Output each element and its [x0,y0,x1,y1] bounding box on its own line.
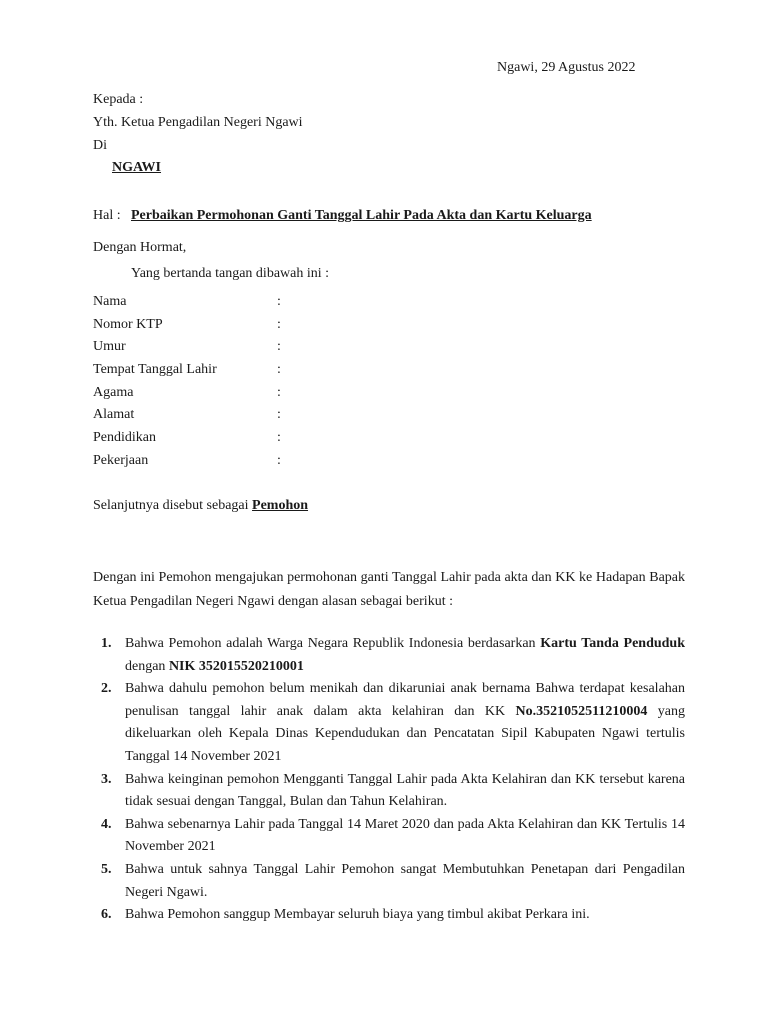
subject-text: Perbaikan Permohonan Ganti Tanggal Lahir Pada Akta dan Kartu Keluarga [131,208,592,223]
field-row-alamat [93,407,393,430]
reason-text-part: Bahwa untuk sahnya Tanggal Lahir Pemohon sangat Membutuhkan Penetapan dari Pengadilan Negeri Ngawi. [125,861,685,900]
place-date: Ngawi, 29 Agustus 2022 [497,60,636,75]
reason-text-part: Bahwa Pemohon sanggup Membayar seluruh biaya yang timbul akibat Perkara ini. [125,907,590,923]
field-label: Alamat [93,407,135,423]
field-row-nama [93,294,393,317]
recipient-city: NGAWI [112,160,162,175]
referred-line [93,498,308,514]
reason-text [125,904,685,927]
reason-text [125,633,685,678]
field-row-nomor-ktp [93,317,393,340]
field-label: Agama [93,384,134,400]
subject-label: Hal : [93,208,121,223]
field-row-umur [93,339,393,362]
referred-prefix: Selanjutnya disebut sebagai [93,498,253,513]
reason-item [93,633,685,678]
reason-number: 4. [101,816,112,832]
applicant-fields [93,294,393,476]
field-colon: : [277,452,281,468]
field-colon: : [277,316,281,332]
field-row-pekerjaan [93,453,393,476]
reason-number: 1. [101,636,112,651]
reasons-list [93,633,685,927]
greeting: Dengan Hormat, [93,240,187,255]
reason-text-part: Bahwa Pemohon adalah Warga Negara Republik Indonesia berdasarkan [125,636,541,651]
field-colon: : [277,294,281,309]
reason-number: 3. [101,771,112,787]
reason-item [93,678,685,768]
field-label: Nomor KTP [93,316,163,332]
field-colon: : [277,362,281,378]
field-colon: : [277,430,281,446]
reason-text-part: Bahwa keinginan pemohon Mengganti Tanggal Lahir pada Akta Kelahiran dan KK tersebut karena tidak sesuai dengan Tanggal, Bulan dan Tahun Kelahiran. [125,771,685,810]
recipient: Yth. Ketua Pengadilan Negeri Ngawi [93,115,303,130]
reason-number: 2. [101,681,112,697]
body-paragraph: Dengan ini Pemohon mengajukan permohonan ganti Tanggal Lahir pada akta dan KK ke Hadapan Bapak Ketua Pengadilan Negeri Ngawi dengan alasan sebagai berikut : [93,570,685,609]
intro-line: Yang bertanda tangan dibawah ini : [131,266,330,281]
reason-text [125,769,685,814]
reason-text [125,814,685,859]
reason-text [125,678,685,768]
reason-text-part: dengan [125,658,169,674]
reason-number: 5. [101,861,112,877]
field-label: Nama [93,294,127,309]
reason-bold-text: Kartu Tanda Penduduk [540,636,686,651]
field-colon: : [277,339,281,355]
field-colon: : [277,384,281,400]
field-colon: : [277,407,281,423]
at-label: Di [93,138,107,153]
reason-item [93,859,685,904]
reason-text [125,859,685,904]
reason-bold-text: NIK 352015520210001 [168,658,304,674]
field-label: Pekerjaan [93,452,149,468]
to-label: Kepada : [93,92,144,107]
field-label: Pendidikan [93,430,156,446]
referred-term: Pemohon [252,498,309,513]
reason-text-part: yang dikeluarkan oleh Kepala Dinas Kependudukan dan Pencatatan Sipil Kabupaten Ngawi tertulis Tanggal 14 November 2021 [125,703,685,764]
reason-text-part: Bahwa dahulu pemohon belum menikah dan dikaruniai anak bernama Bahwa terdapat kesalahan penulisan tanggal lahir anak dalam akta kelahiran dan KK [125,681,685,719]
field-label: Umur [93,339,126,355]
field-row-agama [93,385,393,408]
reason-item [93,814,685,859]
field-row-pendidikan [93,430,393,453]
reason-item [93,769,685,814]
reason-bold-text: No.3521052511210004 [515,703,648,719]
reason-item [93,904,685,927]
reason-text-part: Bahwa sebenarnya Lahir pada Tanggal 14 Maret 2020 dan pada Akta Kelahiran dan KK Tertulis 14 November 2021 [125,816,685,855]
reason-number: 6. [101,907,112,923]
field-label: Tempat Tanggal Lahir [93,362,217,378]
field-row-tempat-tanggal-lahir [93,362,393,385]
